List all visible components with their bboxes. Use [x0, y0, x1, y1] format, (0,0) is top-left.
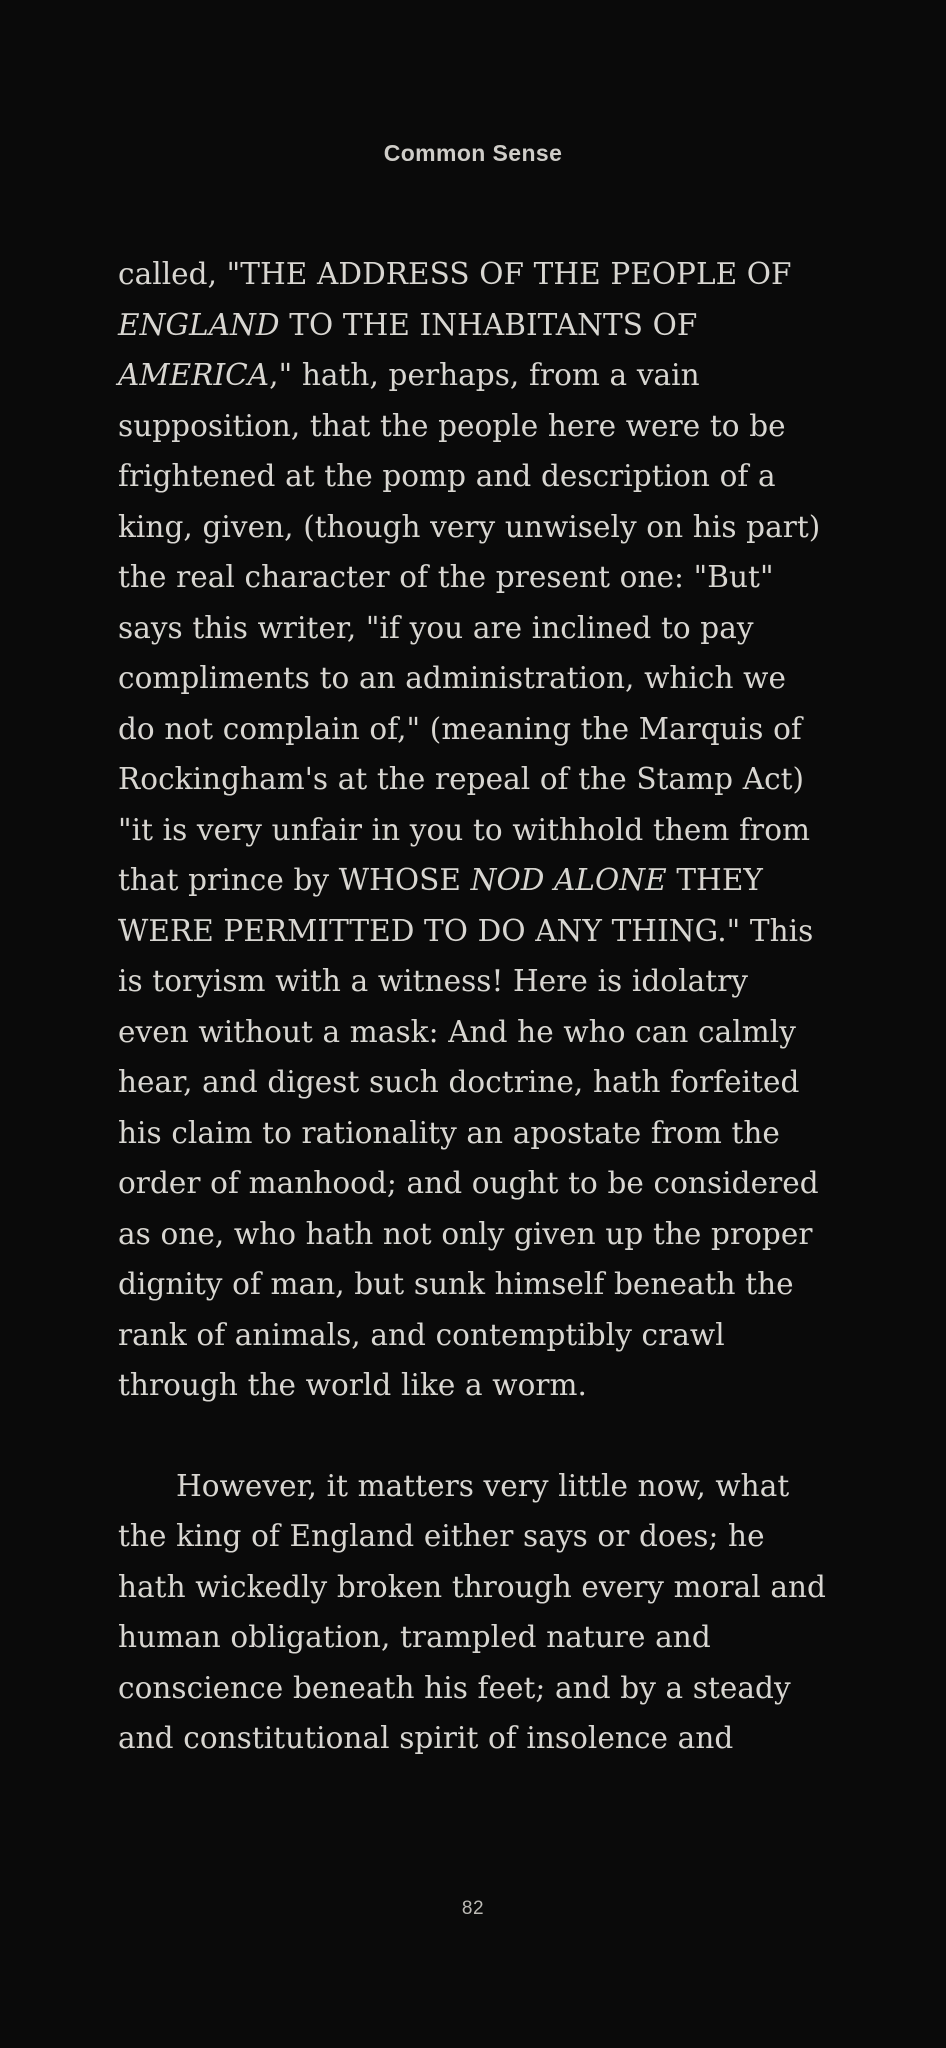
italic-run: AMERICA — [118, 358, 270, 392]
page-text-body — [0, 249, 946, 1898]
page-number: 82 — [461, 1898, 485, 1919]
running-head-title: Common Sense — [383, 140, 563, 166]
paragraph-2: However, it matters very little now, what the king of England either says or does; he hath wickedly broken through every moral and human obligation, trampled nature and conscience beneath his feet; and by a steady and constitutional spirit of insolence and — [118, 1468, 826, 1755]
italic-run: ENGLAND — [118, 307, 280, 342]
italic-run: NOD ALONE — [470, 863, 667, 897]
paragraph-1: called, "THE ADDRESS OF THE PEOPLE OF ENGLAND TO THE INHABITANTS OF AMERICA," hath, perhaps, from a vain supposition, that the people here were to be frightened at the pomp and description of a king, given, (though very unwisely on his part) the real character of the present one: "But" says this writer, "if you are inclined to pay compliments to an administration, which we do not complain of," (meaning the Marquis of Rockingham's at the repeal of the Stamp Act) "it is very unfair in you to withhold them from that prince by WHOSE NOD ALONE THEY WERE PERMITTED TO DO ANY THING." This is toryism with a witness! Here is idolatry even without a mask: And he who can calmly hear, and digest such doctrine, hath forfeited his claim to rationality an apostate from the order of manhood; and ought to be considered as one, who hath not only given up the proper dignity of man, but sunk himself beneath the rank of animals, and contemptibly crawl through the world like a worm. — [118, 257, 821, 1402]
